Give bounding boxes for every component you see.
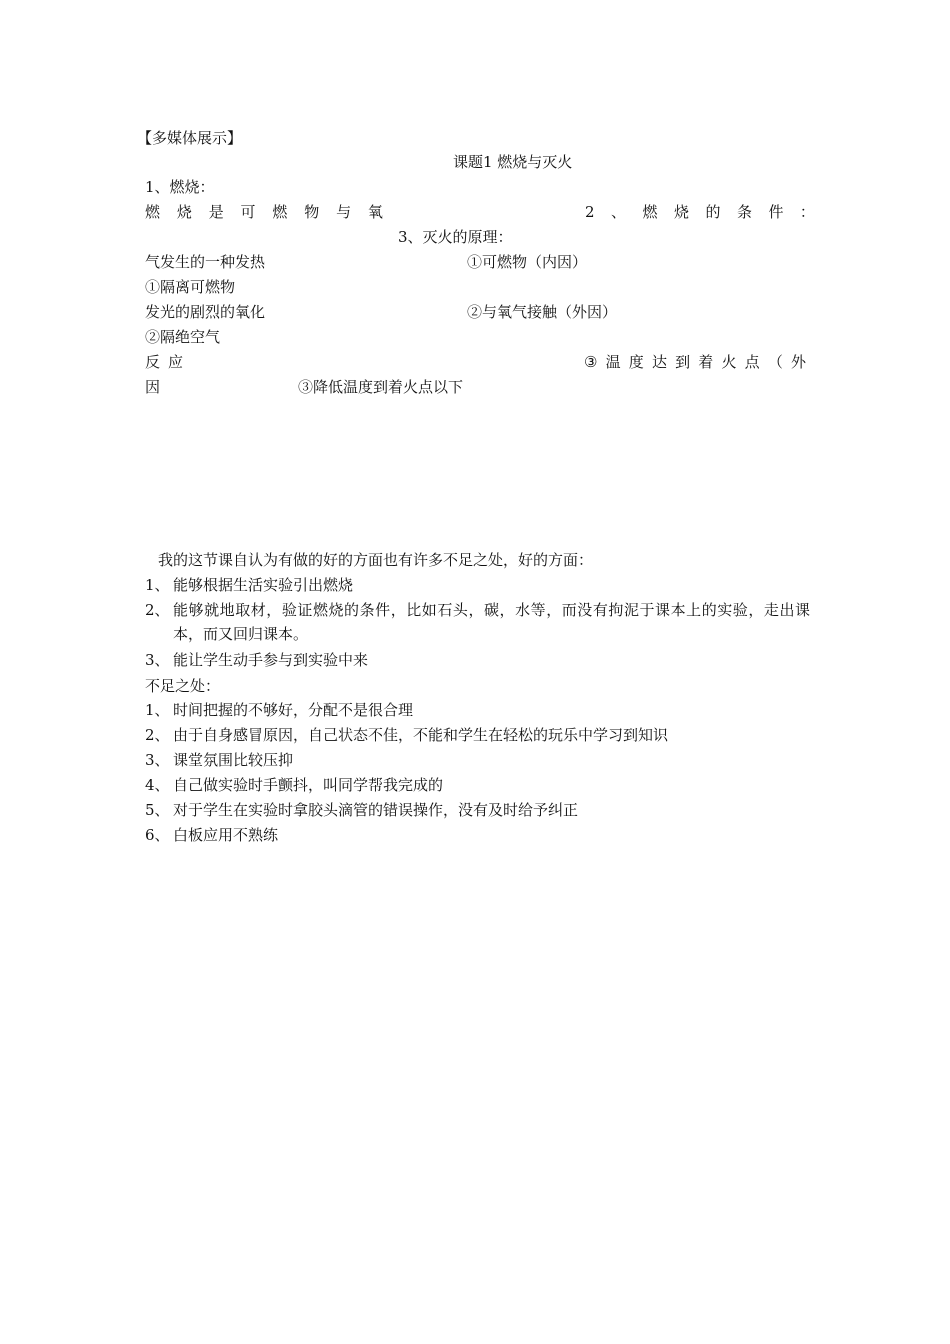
list-item: 6、 白板应用不熟练: [145, 826, 279, 844]
list-item: 2、 能够就地取材，验证燃烧的条件，比如石头，碳，水等，而没有拘泥于课本上的实验，走出课本，而又回归课本。: [145, 601, 810, 643]
list-item: 5、 对于学生在实验时拿胶头滴管的错误操作，没有及时给予纠正: [145, 801, 579, 819]
extinguish-item-3: ③降低温度到着火点以下: [298, 378, 464, 396]
condition-item-1: ①可燃物（内因）: [467, 253, 588, 271]
combustion-def-line2: 气发生的一种发热: [145, 253, 266, 271]
lesson-title: 课题1 燃烧与灭火: [453, 153, 573, 171]
conditions-heading: 2 、 燃 烧 的 条 件 ：: [585, 203, 815, 221]
condition-item-3: ③ 温 度 达 到 着 火 点 （ 外: [584, 353, 806, 371]
combustion-heading: 1、燃烧：: [145, 178, 215, 196]
list-item: 1、 时间把握的不够好，分配不是很合理: [145, 701, 414, 719]
list-item: 2、 由于自身感冒原因，自己状态不佳，不能和学生在轻松的玩乐中学习到知识: [145, 726, 669, 744]
combustion-def-line4: 反 应: [145, 353, 183, 371]
extinguish-item-1: ①隔离可燃物: [145, 278, 236, 296]
extinguish-item-2: ②隔绝空气: [145, 328, 221, 346]
shortcomings-heading: 不足之处：: [145, 677, 221, 695]
list-item: 3、 课堂氛围比较压抑: [145, 751, 294, 769]
list-item: 3、 能让学生动手参与到实验中来: [145, 651, 369, 669]
condition-item-2: ②与氧气接触（外因）: [467, 303, 618, 321]
combustion-def-line1: 燃 烧 是 可 燃 物 与 氧: [145, 203, 383, 221]
combustion-def-line3: 发光的剧烈的氧化: [145, 303, 266, 321]
section-header: 【多媒体展示】: [137, 129, 243, 147]
condition-item-3-cont: 因: [145, 378, 161, 396]
list-item: 1、 能够根据生活实验引出燃烧: [145, 576, 354, 594]
list-item: 4、 自己做实验时手颤抖，叫同学帮我完成的: [145, 776, 444, 794]
reflection-intro: 我的这节课自认为有做的好的方面也有许多不足之处，好的方面：: [158, 551, 594, 569]
extinguish-heading: 3、灭火的原理：: [398, 228, 513, 246]
